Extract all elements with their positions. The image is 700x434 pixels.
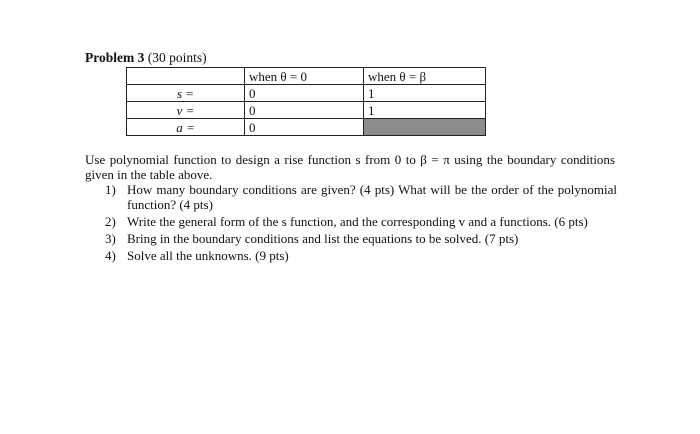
question-number: 1) [105, 182, 116, 197]
cell-s-at-beta: 1 [364, 85, 486, 102]
row-label-v: v = [127, 102, 245, 119]
table-header-theta-0: when θ = 0 [245, 68, 364, 85]
question-number: 3) [105, 231, 116, 246]
question-number: 2) [105, 214, 116, 229]
problem-title [85, 50, 207, 66]
row-label-s: s = [127, 85, 245, 102]
problem-statement: Use polynomial function to design a rise function s from 0 to β = π using the boundary conditions given in the table above. [85, 152, 615, 182]
table-header-row [127, 68, 486, 85]
list-item [105, 182, 617, 212]
row-label-a: a = [127, 119, 245, 136]
problem-points: (30 points) [147, 50, 207, 65]
list-item [105, 248, 617, 263]
question-number: 4) [105, 248, 116, 263]
question-text: Solve all the unknowns. (9 pts) [127, 248, 289, 263]
question-list [105, 182, 617, 265]
table-row [127, 119, 486, 136]
cell-a-at-beta-shaded [364, 119, 486, 136]
question-text: How many boundary conditions are given? (4 pts) What will be the order of the polynomial function? (4 pts) [127, 182, 617, 212]
list-item [105, 231, 617, 246]
table-row [127, 85, 486, 102]
cell-a-at-0: 0 [245, 119, 364, 136]
table-row [127, 102, 486, 119]
question-text: Write the general form of the s function, and the corresponding v and a functions. (6 pts) [127, 214, 588, 229]
problem-label: Problem 3 [85, 50, 145, 65]
table-header-theta-beta: when θ = β [364, 68, 486, 85]
cell-v-at-beta: 1 [364, 102, 486, 119]
table-header-empty [127, 68, 245, 85]
cell-v-at-0: 0 [245, 102, 364, 119]
boundary-conditions-table [126, 67, 486, 136]
list-item [105, 214, 617, 229]
cell-s-at-0: 0 [245, 85, 364, 102]
question-text: Bring in the boundary conditions and list the equations to be solved. (7 pts) [127, 231, 519, 246]
